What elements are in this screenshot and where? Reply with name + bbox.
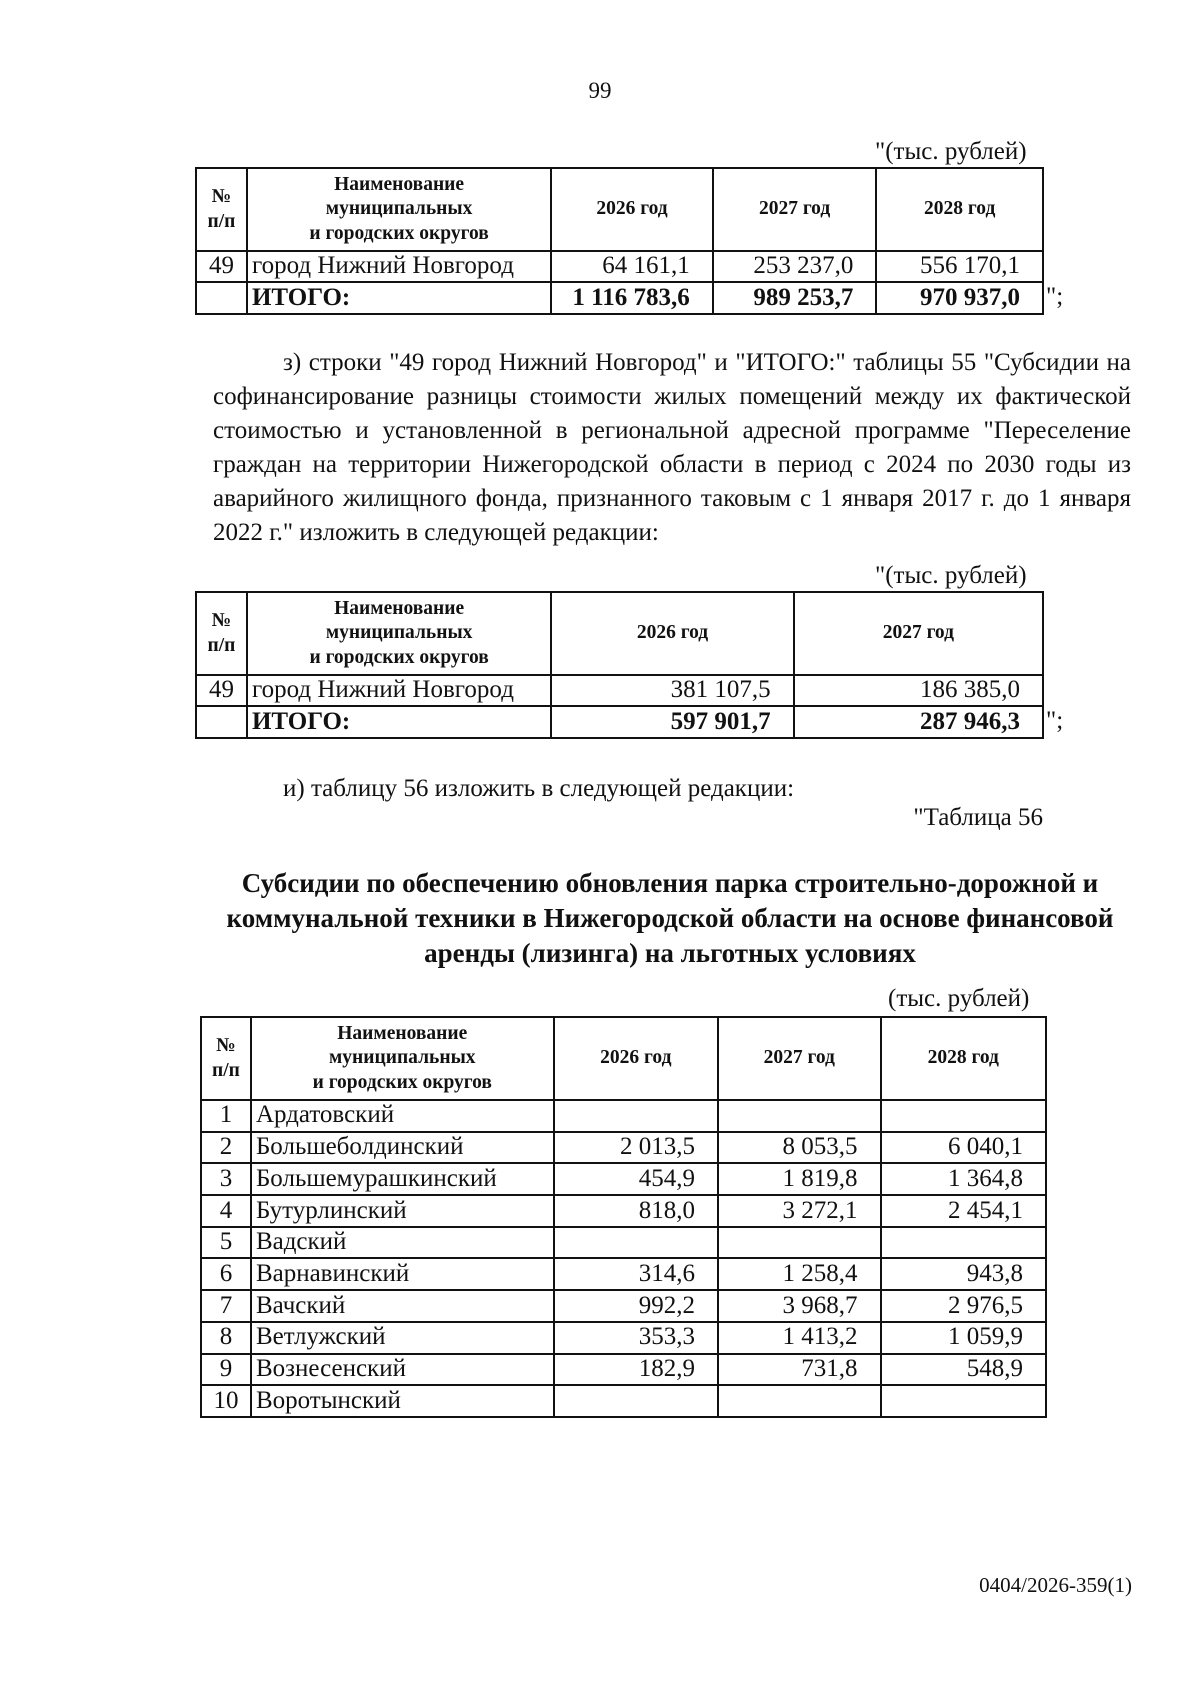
table-row	[201, 1100, 1046, 1132]
cell-v2026: 454,9	[554, 1163, 718, 1195]
table-2-header	[196, 592, 1043, 675]
header-num: № п/п	[196, 168, 247, 251]
units-label-1: "(тыс. рублей)	[875, 138, 1027, 165]
paragraph-i	[213, 772, 1131, 806]
table-row	[201, 1163, 1046, 1195]
cell-name: Большемурашкинский	[251, 1163, 554, 1195]
cell-num: 1	[201, 1100, 251, 1132]
header-2026: 2026 год	[551, 168, 713, 251]
row-name: город Нижний Новгород	[247, 675, 551, 706]
header-num: № п/п	[196, 592, 247, 675]
total-2028: 970 937,0	[876, 282, 1043, 314]
paragraph-i-text: и) таблицу 56 изложить в следующей редакции:	[283, 775, 795, 802]
row-name: город Нижний Новгород	[247, 251, 551, 282]
cell-v2028: 548,9	[881, 1354, 1046, 1386]
cell-num: 8	[201, 1322, 251, 1354]
cell-v2026	[554, 1227, 718, 1259]
page-number: 99	[588, 78, 612, 103]
header-2028: 2028 год	[881, 1017, 1046, 1100]
document-code: 0404/2026-359(1)	[979, 1573, 1132, 1597]
header-name: Наименование муниципальных и городских округов	[251, 1017, 554, 1100]
cell-v2027: 3 968,7	[718, 1290, 880, 1322]
cell-v2028: 2 454,1	[881, 1195, 1046, 1227]
table-3	[200, 1016, 1047, 1418]
cell-v2028	[881, 1100, 1046, 1132]
header-2026: 2026 год	[554, 1017, 718, 1100]
cell-v2028	[881, 1385, 1046, 1417]
cell-v2027: 1 413,2	[718, 1322, 880, 1354]
cell-v2028	[881, 1227, 1046, 1259]
total-row	[196, 706, 1043, 738]
total-2027: 989 253,7	[713, 282, 877, 314]
table-row	[201, 1354, 1046, 1386]
cell-v2027: 1 819,8	[718, 1163, 880, 1195]
header-name: Наименование муниципальных и городских округов	[247, 168, 551, 251]
cell-num: 3	[201, 1163, 251, 1195]
table-row	[201, 1322, 1046, 1354]
cell-v2026: 353,3	[554, 1322, 718, 1354]
cell-name: Большеболдинский	[251, 1132, 554, 1164]
table-row	[196, 251, 1043, 282]
cell-v2027: 731,8	[718, 1354, 880, 1386]
cell-num: 5	[201, 1227, 251, 1259]
table-row	[201, 1290, 1046, 1322]
cell-name: Варнавинский	[251, 1258, 554, 1290]
cell-v2027	[718, 1227, 880, 1259]
table-1-header	[196, 168, 1043, 251]
table-2	[195, 591, 1044, 739]
row-2026: 381 107,5	[551, 675, 793, 706]
table-row	[201, 1385, 1046, 1417]
cell-v2027	[718, 1100, 880, 1132]
cell-v2027: 1 258,4	[718, 1258, 880, 1290]
row-num: 49	[196, 675, 247, 706]
total-2026: 597 901,7	[551, 706, 793, 738]
table-row	[201, 1195, 1046, 1227]
cell-num: 4	[201, 1195, 251, 1227]
total-2026: 1 116 783,6	[551, 282, 713, 314]
cell-num: 10	[201, 1385, 251, 1417]
cell-v2026	[554, 1385, 718, 1417]
closing-mark-1: ";	[1046, 283, 1064, 310]
cell-name: Вознесенский	[251, 1354, 554, 1386]
cell-num: 2	[201, 1132, 251, 1164]
cell-v2027: 8 053,5	[718, 1132, 880, 1164]
cell-num: 7	[201, 1290, 251, 1322]
cell-v2028: 1 364,8	[881, 1163, 1046, 1195]
cell-num: 6	[201, 1258, 251, 1290]
cell-name: Бутурлинский	[251, 1195, 554, 1227]
table-row	[201, 1258, 1046, 1290]
total-label: ИТОГО:	[247, 706, 551, 738]
total-label: ИТОГО:	[247, 282, 551, 314]
cell-v2026: 182,9	[554, 1354, 718, 1386]
cell-name: Ардатовский	[251, 1100, 554, 1132]
cell-v2026: 992,2	[554, 1290, 718, 1322]
header-num: № п/п	[201, 1017, 251, 1100]
table-1	[195, 167, 1044, 315]
cell-v2026: 2 013,5	[554, 1132, 718, 1164]
header-2028: 2028 год	[876, 168, 1043, 251]
cell-v2028: 2 976,5	[881, 1290, 1046, 1322]
table-row	[201, 1132, 1046, 1164]
table-caption: "Таблица 56	[913, 804, 1043, 831]
cell-v2028: 1 059,9	[881, 1322, 1046, 1354]
cell-name: Вадский	[251, 1227, 554, 1259]
row-2027: 186 385,0	[794, 675, 1043, 706]
cell-v2026	[554, 1100, 718, 1132]
cell-num: 9	[201, 1354, 251, 1386]
cell-name: Ветлужский	[251, 1322, 554, 1354]
cell-name: Воротынский	[251, 1385, 554, 1417]
closing-mark-2: ";	[1046, 707, 1064, 734]
total-row	[196, 282, 1043, 314]
units-label-3: (тыс. рублей)	[888, 985, 1030, 1012]
cell-v2026: 314,6	[554, 1258, 718, 1290]
cell-v2027	[718, 1385, 880, 1417]
paragraph-z	[213, 346, 1131, 550]
total-2027: 287 946,3	[794, 706, 1043, 738]
row-num: 49	[196, 251, 247, 282]
row-2028: 556 170,1	[876, 251, 1043, 282]
header-2027: 2027 год	[713, 168, 877, 251]
cell-v2027: 3 272,1	[718, 1195, 880, 1227]
cell-v2028: 943,8	[881, 1258, 1046, 1290]
row-2027: 253 237,0	[713, 251, 877, 282]
header-2027: 2027 год	[718, 1017, 880, 1100]
units-label-2: "(тыс. рублей)	[875, 562, 1027, 589]
header-2026: 2026 год	[551, 592, 793, 675]
cell-v2026: 818,0	[554, 1195, 718, 1227]
table-3-header	[201, 1017, 1046, 1100]
cell-name: Вачский	[251, 1290, 554, 1322]
cell-v2028: 6 040,1	[881, 1132, 1046, 1164]
row-2026: 64 161,1	[551, 251, 713, 282]
table-row	[201, 1227, 1046, 1259]
table-heading: Субсидии по обеспечению обновления парка строительно-дорожной и коммунальной техники в Нижегородской области на основе финансовой аренды (лизинга) на льготных условиях	[226, 868, 1114, 968]
paragraph-z-text: з) строки "49 город Нижний Новгород" и "ИТОГО:" таблицы 55 "Субсидии на софинансирование разницы стоимости жилых помещений между их фактической стоимостью и установленной в региональной адресной программе "Переселение граждан на территории Нижегородской области в период с 2024 по 2030 годы из аварийного жилищного фонда, признанного таковым с 1 января 2017 г. до 1 января 2022 г." изложить в следующей редакции:	[213, 349, 1131, 546]
header-name: Наименование муниципальных и городских округов	[247, 592, 551, 675]
header-2027: 2027 год	[794, 592, 1043, 675]
table-row	[196, 675, 1043, 706]
